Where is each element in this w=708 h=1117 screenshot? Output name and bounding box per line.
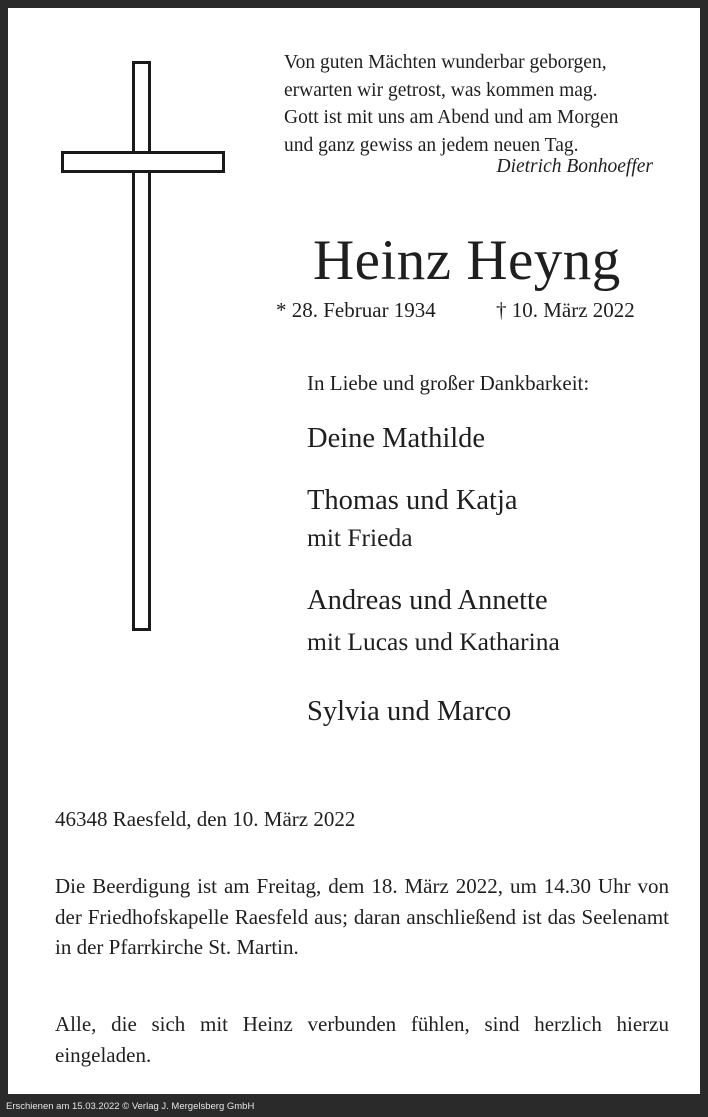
funeral-text: Die Beerdigung ist am Freitag, dem 18. März 2022, um 14.30 Uhr von der Friedhofskapelle Raesfeld aus; daran anschließend ist das Seelenamt in der Pfarrkirche St. Martin. <box>55 874 669 959</box>
death-date: † 10. März 2022 <box>496 298 635 322</box>
poem-line: Von guten Mächten wunderbar geborgen, <box>284 52 607 73</box>
cross-vertical-beam <box>132 61 151 631</box>
deceased-name: Heinz Heyng <box>313 229 621 292</box>
poem <box>284 49 674 159</box>
mourner-name: Sylvia und Marco <box>307 696 512 727</box>
mourner-sub: mit Lucas und Katharina <box>307 627 560 656</box>
publication-footer: Erschienen am 15.03.2022 © Verlag J. Mergelsberg GmbH <box>6 1101 255 1112</box>
mourner-name: Andreas und Annette <box>307 585 548 616</box>
poem-line: Gott ist mit uns am Abend und am Morgen <box>284 107 619 128</box>
mourner-sub: mit Frieda <box>307 523 413 552</box>
invitation-text: Alle, die sich mit Heinz verbunden fühlen, sind herzlich hierzu eingeladen. <box>55 1012 669 1067</box>
poem-author: Dietrich Bonhoeffer <box>496 156 653 177</box>
place-date: 46348 Raesfeld, den 10. März 2022 <box>55 807 356 831</box>
poem-line: und ganz gewiss an jedem neuen Tag. <box>284 134 579 156</box>
mourners-intro: In Liebe und großer Dankbarkeit: <box>307 371 590 395</box>
cross-joint <box>135 154 148 170</box>
mourner-name: Deine Mathilde <box>307 423 486 454</box>
poem-line: erwarten wir getrost, was kommen mag. <box>284 79 598 101</box>
birth-date: * 28. Februar 1934 <box>276 298 436 322</box>
mourner-name: Thomas und Katja <box>307 485 518 516</box>
obituary-card <box>8 8 700 1094</box>
